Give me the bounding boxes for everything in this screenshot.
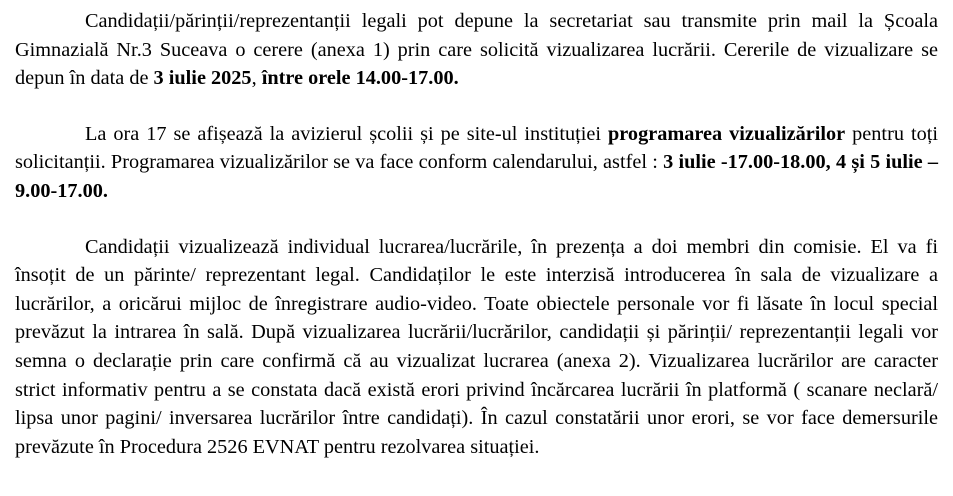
p2-programare-bold: programarea vizualizărilor <box>608 122 846 145</box>
p1-text-a: Candidații/părinții/reprezentanții legali pot depune la secretariat sau transmite prin mail la Școala Gimnazială Nr.3 Suceava o cerere (anexa 1) prin care solicită vizualizarea lucrării. Cererile de vizualizare se depun în data de <box>15 10 938 90</box>
p2-text-b: pentru toți solicitanții. Programarea vizualizărilor se va face conform calendarului, astfel : <box>15 122 938 174</box>
p2-calendar-bold: 3 iulie -17.00-18.00, 4 și 5 iulie – 9.00-17.00. <box>15 151 939 202</box>
paragraph-scheduling <box>15 120 938 206</box>
document-body <box>15 7 938 461</box>
p3-text: Candidații vizualizează individual lucrarea/lucrările, în prezența a doi membri din comisie. El va fi însoțit de un părinte/ reprezentant legal. Candidaților le este interzisă introducerea în sala de vizualizare a lucrărilor, a oricărui mijloc de înregistrare audio-video. Toate obiectele personale vor fi lăsate în locul special prevăzut la intrarea în sală. După vizualizarea lucrării/lucrărilor, candidații și părinții/ reprezentanții legali vor semna o declarație prin care confirmă că au vizualizat lucrarea (anexa 2). Vizualizarea lucrărilor are caracter strict informativ pentru a se constata dacă există erori privind încărcarea lucrării în platformă ( scanare neclară/ lipsa unor pagini/ inversarea lucrărilor între candidați). În cazul constatării unor erori, se vor face demersurile prevăzute în Procedura 2526 EVNAT pentru rezolvarea situației. <box>15 235 938 458</box>
p1-date-bold: 3 iulie 2025 <box>153 67 252 90</box>
paragraph-viewing-rules <box>15 233 938 462</box>
p1-text-b: , <box>251 67 262 90</box>
p2-text-a: La ora 17 se afișează la avizierul școlii și pe site-ul instituției <box>85 122 609 145</box>
p1-hours-bold: între orele 14.00-17.00. <box>261 67 459 90</box>
paragraph-request-submission <box>15 7 938 93</box>
